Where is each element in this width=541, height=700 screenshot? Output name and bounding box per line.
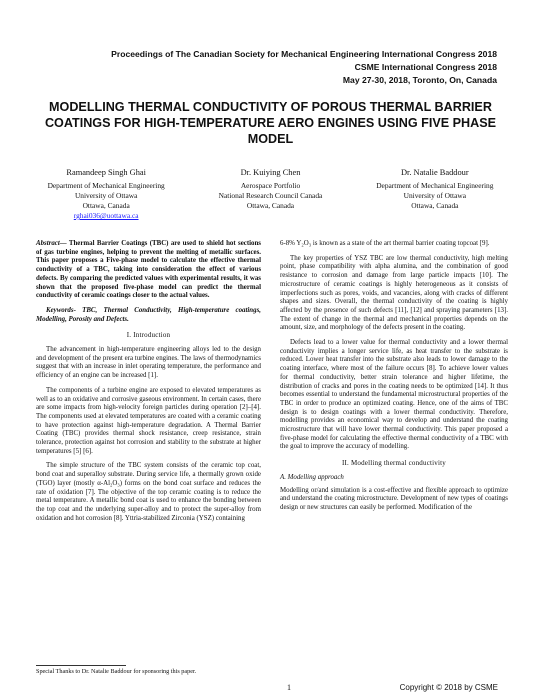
author-1 xyxy=(24,168,188,221)
paragraph: The key properties of YSZ TBC are low thermal conductivity, high melting point, phase compatibility with alpha alumina, and the combination of good resistance to corrosion and damage from large particle impacts [10]. The microstructure of ceramic coatings is highly heterogeneous as it consists of imperfections such as pores, voids, and vacancies, along with cracks of different shapes and sizes. Overall, the thermal conductivity of the coating is highly affected by the presence of such defects [11], [12] and spraying parameters [13]. The extent of change in the thermal and mechanical properties depends on the amount, size, and morphology of the defects present in the coating. xyxy=(280,254,508,332)
author-location: Ottawa, Canada xyxy=(411,201,459,210)
section-heading-introduction: I. Introduction xyxy=(126,331,171,340)
paragraph: The simple structure of the TBC system consists of the ceramic top coat, bond coat and superalloy substrate. During service life, a thermally grown oxide (TGO) layer (mostly α-Al₂O₃) forms on the bond coat surface and reduces the rate of oxidation [7]. The objective of the top ceramic coating is to reduce the metal temperature. A metallic bond coat is used to enhance the bonding between the top coat and the underlying super-alloy and to protect the super-alloy from oxidation and hot corrosion [8]. Yttria-stabilized Zirconia (YSZ) containing xyxy=(36,462,261,522)
author-2 xyxy=(188,168,352,221)
author-block xyxy=(24,168,517,221)
paper-title: MODELLING THERMAL CONDUCTIVITY OF POROUS THERMAL BARRIER COATINGS FOR HIGH-TEMPERATURE AERO ENGINES USING FIVE PHASE MODEL xyxy=(44,100,497,146)
copyright-notice: Copyright © 2018 by CSME xyxy=(399,683,498,692)
right-column xyxy=(280,240,508,519)
subsection-heading: A. Modelling approach xyxy=(280,473,344,481)
abstract-label: Abstract— xyxy=(36,240,67,247)
paragraph: Modelling or/and simulation is a cost-effective and flexible approach to optimize and understand the coating microstructure. Development of new types of coatings design or new structures can easily be performed. Modification of the xyxy=(280,486,508,511)
footnote: Special Thanks to Dr. Natalie Baddour for sponsoring this paper. xyxy=(36,668,197,675)
paragraph: The components of a turbine engine are exposed to elevated temperatures as well as to an oxidative and corrosive gaseous environment. In certain cases, there are some impacts from high-velocity foreign particles during operation [2]–[4]. The components used at elevated temperatures are coated with a ceramic coating to have protection against high-temperature degradation. A Thermal Barrier Coating (TBC) provides thermal shock resistance, creep resistance, strain tolerance, protection against hot corrosion and stability to the substrate at higher temperatures [5] [6]. xyxy=(36,386,261,455)
abstract xyxy=(36,240,261,301)
header-line-2: CSME International Congress 2018 xyxy=(354,62,497,72)
author-3 xyxy=(353,168,517,221)
proceedings-header xyxy=(111,48,497,87)
paragraph: The advancement in high-temperature engineering alloys led to the design and development of the present era turbine engines. The laws of thermodynamics suggest that with an increase in inlet operating temperature, the performance and efficiency of an engine can be increased [1]. xyxy=(36,346,261,380)
author-affiliation: University of Ottawa xyxy=(403,191,467,200)
keywords: Keywords- TBC, Thermal Conductivity, High-temperature coatings, Modelling, Porosity and Defects. xyxy=(36,306,261,323)
paragraph: Defects lead to a lower value for thermal conductivity and a lower thermal conductivity implies a longer service life, as heat transfer to the substrate is reduced. Lower heat transfer into the substrate also leads to lower damage to the coating interface, where most of the failure occurs [8]. To achieve lower values for thermal conductivity, better strain tolerance and higher lifetime, the distribution of cracks and pores in the coating needs to be optimized [14]. It thus becomes essential to understand the fundamental microstructural properties of the TBC in order to produce an optimized coating. Hence, one of the aims of TBC design is to design coatings with a lower thermal conductivity. Therefore, modelling provides an economical way to develop and understand the coating microstructure that will have lower thermal conductivity. This paper proposed a five-phase model for calculating the effective thermal conductivity of a TBC with the goal to improve the accuracy of modelling. xyxy=(280,339,508,451)
author-name: Dr. Natalie Baddour xyxy=(400,168,469,177)
section-heading-modelling: II. Modelling thermal conductivity xyxy=(341,459,446,468)
abstract-text: Thermal Barrier Coatings (TBC) are used to shield hot sections of gas turbine engines, helping to prevent the melting of metallic surfaces. This paper proposes a Five-phase model to calculate the effective thermal conductivity of a TBC, taking into consideration the effect of various defects. By comparing the predicted values with experimental results, it was shown that the proposed five-phase model can predict the thermal conductivity of ceramic coatings closer to the actual values. xyxy=(36,240,261,300)
author-location: Ottawa, Canada xyxy=(82,201,130,210)
paragraph: 6-8% Y₂O₃ is known as a state of the art thermal barrier coating topcoat [9]. xyxy=(280,240,490,247)
author-affiliation: Department of Mechanical Engineering xyxy=(376,181,494,190)
footnote-divider xyxy=(36,665,126,666)
author-affiliation: University of Ottawa xyxy=(74,191,138,200)
header-line-3: May 27-30, 2018, Toronto, On, Canada xyxy=(342,75,497,85)
author-email-link[interactable]: rghai036@uottawa.ca xyxy=(73,211,139,220)
author-affiliation: National Research Council Canada xyxy=(218,191,323,200)
author-affiliation: Aerospace Portfolio xyxy=(240,181,301,190)
author-name: Ramandeep Singh Ghai xyxy=(66,168,146,177)
page-number: 1 xyxy=(287,683,291,692)
author-name: Dr. Kuiying Chen xyxy=(240,168,301,177)
left-column xyxy=(36,240,261,529)
header-line-1: Proceedings of The Canadian Society for Mechanical Engineering International Congress 2018 xyxy=(111,49,497,59)
author-affiliation: Department of Mechanical Engineering xyxy=(47,181,165,190)
author-location: Ottawa, Canada xyxy=(246,201,295,210)
